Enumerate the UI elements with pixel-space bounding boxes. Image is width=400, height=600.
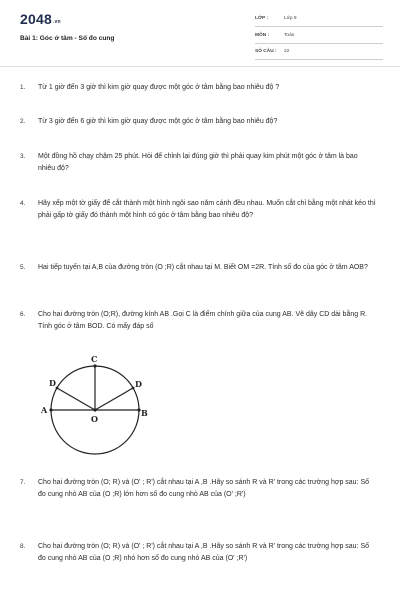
header-divider — [0, 66, 400, 67]
label-d-left: D — [49, 378, 56, 388]
question-text: Một đồng hồ chạy chậm 25 phút. Hỏi để chỉnh lại đúng giờ thì phải quay kim phút một góc ở tâm là bao nhiêu độ? — [38, 153, 358, 172]
question-number: 1. — [20, 84, 26, 91]
radius-od-left — [57, 388, 95, 410]
question-text: Hãy xếp một tờ giấy để cắt thành một hình ngôi sao năm cánh đều nhau. Muốn cắt chỉ bằng một nhát kéo thì phải gấp tờ giấy đó thành một hình có góc ở tâm bằng bao nhiêu độ? — [38, 200, 376, 219]
page-header — [0, 0, 400, 62]
question-number: 5. — [20, 264, 26, 271]
point-o — [93, 408, 96, 411]
document-title: Bài 1: Góc ở tâm - Số đo cung — [20, 35, 115, 42]
meta-key: SỐ CÂU : — [255, 49, 277, 54]
point-d-right — [132, 387, 135, 390]
meta-key: MÔN : — [255, 32, 270, 38]
meta-row-count — [255, 45, 383, 60]
meta-row-subject — [255, 29, 383, 44]
question-number: 8. — [20, 543, 26, 550]
question-text: Cho hai đường tròn (O;R), đường kính AB .Gọi C là điểm chính giữa của cung AB. Vẽ dây CD dài bằng R. Tính góc ở tâm BOD. Có mấy đáp số — [38, 311, 368, 330]
question-text: Từ 3 giờ đến 6 giờ thì kim giờ quay được một góc ở tâm bằng bao nhiêu độ? — [38, 118, 278, 125]
label-c: C — [91, 354, 98, 364]
meta-key: LỚP : — [255, 16, 269, 21]
meta-value: Lớp 9 — [284, 16, 297, 21]
point-d-left — [56, 387, 59, 390]
meta-box — [255, 12, 383, 62]
question-number: 3. — [20, 153, 26, 160]
label-a: A — [41, 405, 48, 415]
question-number: 6. — [20, 311, 26, 318]
question-number: 7. — [20, 479, 26, 486]
question-number: 2. — [20, 118, 26, 125]
point-c — [93, 364, 96, 367]
question-text: Cho hai đường tròn (O; R) và (O' ; R') cắt nhau tại A ,B .Hãy so sánh R và R' trong các trường hợp sau: Số đo cung nhỏ AB của (O ;R) nhỏ hơn số đo cung nhỏ AB của (O' ;R') — [38, 543, 370, 562]
label-b: B — [141, 408, 148, 418]
meta-value: Toán — [284, 32, 295, 38]
circle-figure — [38, 352, 154, 462]
logo-suffix: .vn — [52, 19, 61, 25]
meta-value: 22 — [284, 49, 290, 54]
label-d-right: D — [135, 379, 142, 389]
logo-number: 2048 — [20, 11, 52, 27]
question-text: Hai tiếp tuyến tại A,B của đường tròn (O ;R) cắt nhau tại M. Biết OM =2R. Tính số đo của góc ở tâm AOB? — [38, 264, 368, 271]
label-o: O — [91, 414, 98, 424]
question-number: 4. — [20, 200, 26, 207]
site-logo[interactable] — [20, 11, 61, 27]
point-a — [49, 408, 52, 411]
meta-row-class — [255, 12, 383, 27]
question-text: Cho hai đường tròn (O; R) và (O' ; R') cắt nhau tại A ,B .Hãy so sánh R và R' trong các trường hợp sau: Số đo cung nhỏ AB của (O ;R) lớn hơn số đo cung nhỏ AB của (O' ;R') — [38, 479, 370, 498]
radius-od-right — [95, 388, 133, 410]
question-text: Từ 1 giờ đến 3 giờ thì kim giờ quay được một góc ở tâm bằng bao nhiêu độ ? — [38, 84, 280, 91]
